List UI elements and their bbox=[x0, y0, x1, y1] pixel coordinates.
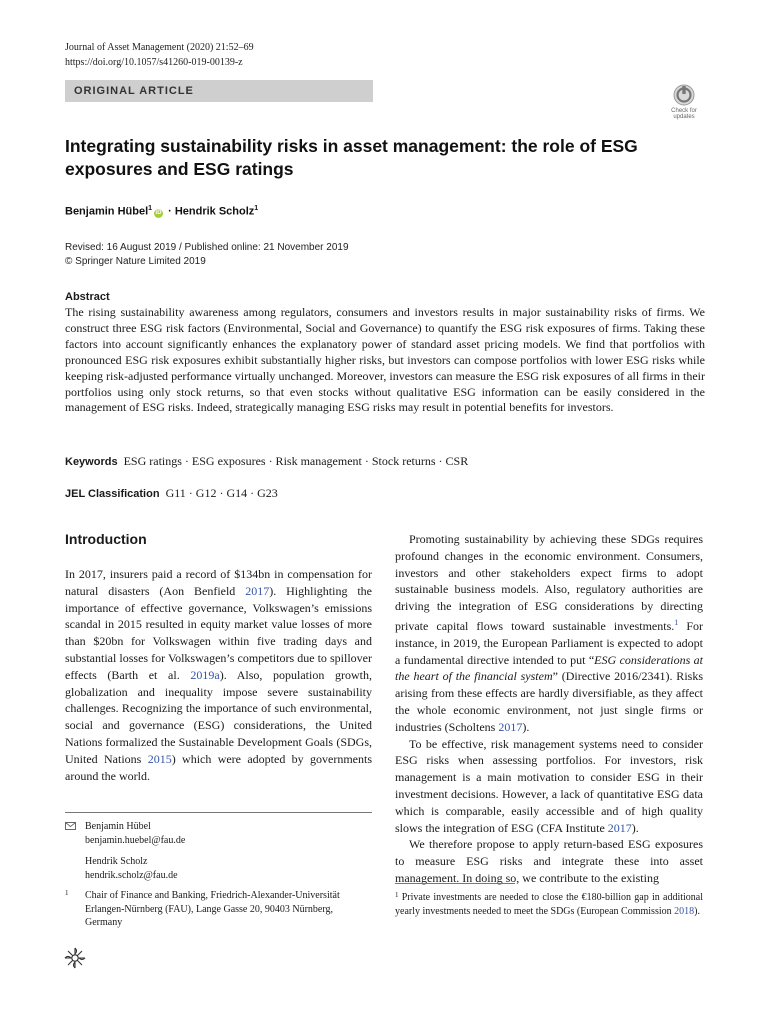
copyright-notice: © Springer Nature Limited 2019 bbox=[65, 256, 206, 267]
author-affiliation-sup: 1 bbox=[148, 205, 153, 212]
author-name[interactable]: Benjamin Hübel bbox=[65, 205, 149, 218]
affiliation-text: Chair of Finance and Banking, Friedrich-Alexander-Universität Erlangen-Nürnberg (FAU), Lange Gasse 20, 90403 Nürnberg, Germany bbox=[85, 890, 340, 928]
paragraph-text: Promoting sustainability by achieving these SDGs requires profound changes in the economic environment. Consumers, investors and other stakeholders expect firms to adopt sustainable business models. Also, regulatory authorities are driving the integration of ESG considerations by directing private capital flows toward sustainable investments. bbox=[395, 532, 703, 633]
body-paragraph bbox=[65, 566, 372, 784]
author-list bbox=[65, 205, 258, 218]
footnote-divider bbox=[395, 883, 515, 884]
keywords-label: Keywords bbox=[65, 456, 118, 468]
body-paragraph: We therefore propose to apply return-based ESG exposures to measure ESG risks and integrate these into asset management. In doing so, we contribute to the existing bbox=[395, 837, 703, 885]
author-separator: · bbox=[168, 205, 172, 218]
check-for-updates-badge[interactable] bbox=[664, 84, 704, 124]
jel-codes: G11 · G12 · G14 · G23 bbox=[165, 486, 278, 500]
body-paragraph bbox=[395, 531, 703, 736]
journal-info bbox=[65, 40, 254, 70]
paragraph-text: For instance, in 2019, the European Parliament is expected to adopt a fundamental directive intended to put “ bbox=[395, 618, 704, 667]
paragraph-text: ” (Directive 2016/2341). Risks arising from these effects are hardly diversifiable, as they affect the whole economic environment, not just single firms or industries (Scholtens bbox=[395, 669, 703, 734]
paragraph-text: To be effective, risk management systems need to consider ESG risks when assessing portfolios. For investors, risk management is a main motivation to consider ESG in their investment decisions. However, a lack of quantitative ESG data which is comparable, easily accessible and of high quality slows the integration of ESG (CFA Institute bbox=[395, 736, 703, 835]
check-updates-line2: updates bbox=[673, 114, 695, 120]
footnote-text: Private investments are needed to close the €180-billion gap in additional yearly investments needed to meet the SDGs (European Commission bbox=[395, 892, 703, 917]
author-name[interactable]: Hendrik Scholz bbox=[174, 205, 255, 218]
revised-published-dates: Revised: 16 August 2019 / Published online: 21 November 2019 bbox=[65, 242, 349, 253]
citation-link[interactable]: 2017 bbox=[607, 820, 632, 835]
paragraph-text: ). Also, population growth, globalization and inequality impose severe sustainability challenges. Recognizing the importance of such environmental, social and governance (ESG) considerations, the United Nations formalized the Sustainable Development Goals (SDGs, United Nations bbox=[65, 667, 373, 766]
keywords bbox=[65, 454, 468, 469]
jel-label: JEL Classification bbox=[65, 488, 160, 500]
publication-dates bbox=[65, 241, 349, 269]
paragraph-text: ). bbox=[522, 719, 530, 734]
envelope-icon bbox=[65, 822, 76, 830]
contact-name: Benjamin Hübel bbox=[85, 821, 151, 832]
check-updates-line1: Check for bbox=[671, 108, 697, 114]
italic-quote: ESG considerations at the heart of the financial system bbox=[395, 652, 704, 684]
citation-link[interactable]: 2015 bbox=[147, 751, 172, 766]
paragraph-text: ) which were adopted by governments around the world. bbox=[65, 751, 373, 783]
contact-name: Hendrik Scholz bbox=[85, 856, 148, 867]
contact-entry bbox=[85, 820, 372, 847]
footnote bbox=[395, 889, 703, 918]
affiliation-number: 1 bbox=[65, 889, 69, 897]
footnote-text-end: ). bbox=[694, 905, 700, 917]
article-title: Integrating sustainability risks in asset management: the role of ESG exposures and ESG ratings bbox=[65, 136, 638, 179]
article-type-bar: ORIGINAL ARTICLE bbox=[65, 80, 373, 102]
footnote-divider bbox=[65, 812, 372, 813]
footnote-number: 1 bbox=[395, 891, 399, 899]
doi-link[interactable]: https://doi.org/10.1057/s41260-019-00139-z bbox=[65, 57, 243, 68]
keywords-text: ESG ratings · ESG exposures · Risk management · Stock returns · CSR bbox=[123, 454, 469, 468]
paragraph-text: ). Highlighting the importance of effective governance, Volkswagen’s emissions scandal in 2015 resulted in equity market value losses of more than $20bn for Volkswagen within five trading days and substantial losses for Volkswagen’s competitors due to spillover effects (Barth et al. bbox=[65, 583, 373, 682]
abstract-text: The rising sustainability awareness among regulators, consumers and investors results in major sustainability risks of firms. We construct three ESG risk factors (Environmental, Social and Governance) to quantify the ESG risk exposures of firms. Taking these factors into account significantly enhances the explanatory power of standard asset pricing models. We find that portfolios with pronounced ESG risk exposures exhibit substantially higher risks, but investors can compose portfolios with lower ESG risks while keeping risk-adjusted performance virtually unchanged. Moreover, investors can measure the ESG risk exposures of all firms in their portfolios using only stock returns, so that even stocks without qualitative ESG information can be easily considered in the management of ESG risks. Indeed, strategically managing ESG risks may result in potential benefits for investors. bbox=[65, 305, 705, 415]
affiliation bbox=[65, 889, 372, 930]
contact-entry bbox=[85, 855, 372, 882]
intro-column-right bbox=[395, 531, 703, 887]
orcid-icon[interactable]: iD bbox=[155, 209, 162, 216]
abstract-heading: Abstract bbox=[65, 291, 110, 303]
body-paragraph bbox=[395, 736, 703, 837]
citation-link[interactable]: 2018 bbox=[674, 905, 695, 917]
journal-citation: Journal of Asset Management (2020) 21:52–69 bbox=[65, 42, 254, 53]
contact-email[interactable]: benjamin.huebel@fau.de bbox=[85, 834, 186, 846]
author-affiliation-sup: 1 bbox=[254, 205, 259, 212]
springer-logo-icon bbox=[64, 947, 86, 969]
contact-email[interactable]: hendrik.scholz@fau.de bbox=[85, 869, 178, 881]
author-contacts bbox=[65, 820, 372, 882]
footnote-reference[interactable]: 1 bbox=[674, 617, 679, 627]
section-heading-introduction: Introduction bbox=[65, 531, 147, 547]
citation-link[interactable]: 2017 bbox=[498, 719, 523, 734]
intro-column-left bbox=[65, 566, 372, 784]
citation-link[interactable]: 2019a bbox=[190, 667, 220, 682]
jel-classification bbox=[65, 486, 278, 501]
check-updates-icon bbox=[673, 84, 695, 106]
paragraph-text: In 2017, insurers paid a record of $134bn in compensation for natural disasters (Aon Benfield bbox=[65, 567, 372, 598]
paragraph-text: ). bbox=[631, 820, 639, 835]
citation-link[interactable]: 2017 bbox=[245, 583, 270, 598]
